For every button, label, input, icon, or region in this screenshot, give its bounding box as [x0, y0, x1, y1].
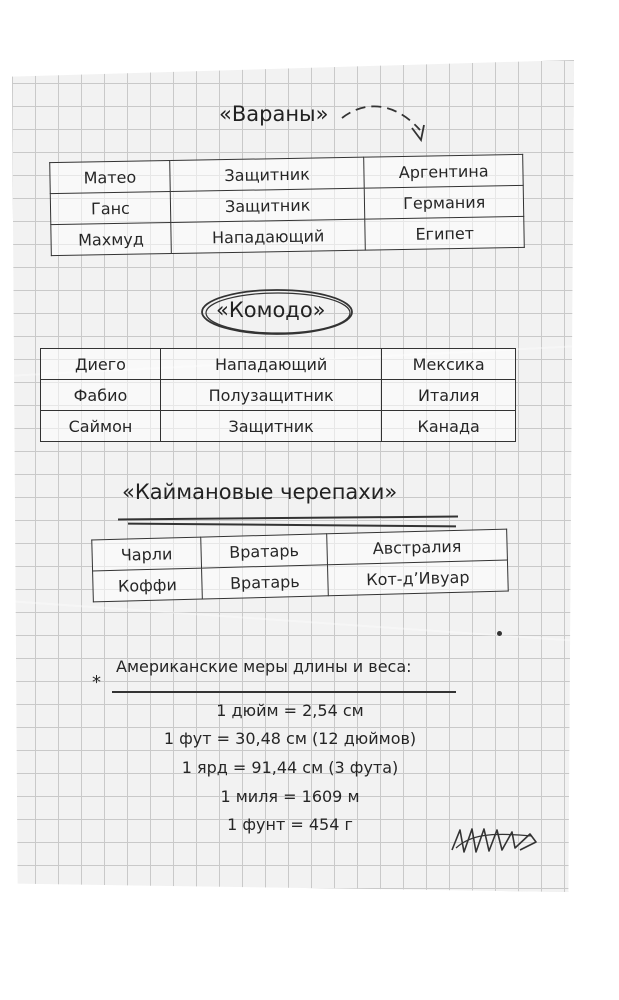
player-country: Германия	[365, 185, 524, 219]
player-country: Канада	[382, 411, 516, 442]
player-position: Нападающий	[160, 349, 381, 380]
player-country: Египет	[365, 216, 524, 250]
measure-line: 1 ярд = 91,44 см (3 фута)	[181, 758, 399, 777]
player-name: Коффи	[93, 568, 203, 602]
player-name: Матео	[50, 161, 170, 194]
player-country: Аргентина	[364, 154, 523, 188]
player-name: Чарли	[92, 537, 202, 571]
player-position: Полузащитник	[160, 380, 381, 411]
asterisk-icon: *	[92, 672, 101, 693]
player-position: Защитник	[170, 157, 365, 191]
player-position: Вратарь	[201, 534, 328, 568]
measures-title: Американские меры длины и веса:	[116, 657, 412, 676]
player-position: Защитник	[170, 188, 365, 222]
player-name: Ганс	[50, 192, 170, 225]
measure-line: 1 дюйм = 2,54 см	[216, 701, 364, 720]
player-position: Защитник	[160, 411, 381, 442]
player-name: Махмуд	[51, 223, 171, 256]
measure-line: 1 фунт = 454 г	[227, 815, 353, 834]
player-country: Мексика	[382, 349, 516, 380]
section-title-kaymanovye: «Каймановые черепахи»	[122, 480, 398, 504]
player-name: Фабио	[41, 380, 161, 411]
player-name: Саймон	[41, 411, 161, 442]
measure-line: 1 миля = 1609 м	[220, 787, 360, 806]
player-position: Нападающий	[171, 219, 366, 253]
player-country: Италия	[382, 380, 516, 411]
measure-line: 1 фут = 30,48 см (12 дюймов)	[163, 729, 417, 748]
section-title-komodo: «Комодо»	[216, 298, 326, 322]
player-name: Диего	[41, 349, 161, 380]
player-country: Кот-д’Ивуар	[328, 560, 509, 596]
player-country: Австралия	[327, 529, 508, 565]
section-title-varany: «Вараны»	[219, 102, 329, 126]
player-position: Вратарь	[201, 565, 328, 599]
